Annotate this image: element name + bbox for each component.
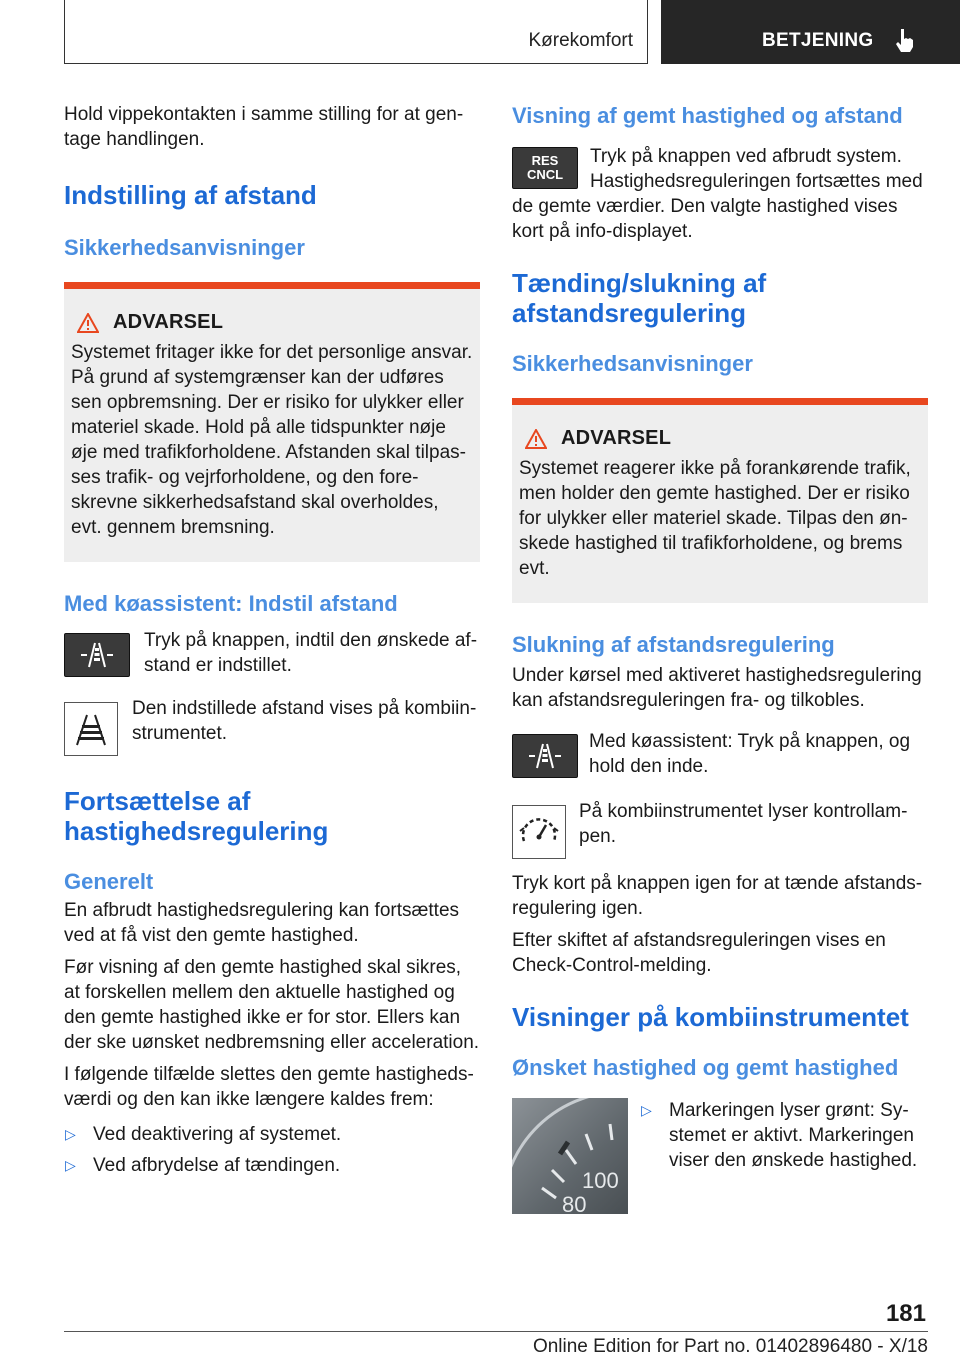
warning-label-1: ADVARSEL — [113, 311, 224, 333]
intro-text: Hold vippekontakten i samme stilling for at gen-tage handlingen. — [64, 104, 464, 150]
distance-button-icon — [64, 633, 130, 677]
list-item: ▷ Ved deaktivering af systemet. — [65, 1124, 342, 1145]
general-paragraph-2: Før visning af den gemte hastighed skal sikres, at forskellen mellem den aktuelle hastighed og den gemte hastighed ikke er for stor. Ellers kan der ske uønsket nedbremsning eller acceleration. — [64, 957, 480, 1053]
footer-edition: Online Edition for Part no. 01402896480 - X/18 — [532, 1336, 928, 1357]
right-column — [512, 102, 928, 1214]
lamp-text: På kombiinstrumentet lyser kontrollam-pen. — [579, 801, 908, 847]
list-item: ▷ Ved afbrydelse af tændingen. — [65, 1155, 341, 1176]
general-paragraph-1: En afbrudt hastighedsregulering kan fortsættes ved at få vist den gemte hastighed. — [64, 900, 460, 946]
queue-assist-text: Med køassistent: Tryk på knappen, og hold den inde. — [589, 731, 911, 777]
triangle-bullet-icon: ▷ — [65, 1126, 76, 1142]
general-paragraph-3: I følgende tilfælde slettes den gemte hastigheds-værdi og den kan ikke længere kaldes frem: — [64, 1064, 474, 1110]
heading-distance: Indstilling af afstand — [64, 180, 317, 210]
heading-safety-1: Sikkerhedsanvisninger — [64, 235, 305, 260]
distance-indicator-icon — [64, 702, 118, 756]
lamp-row — [512, 799, 928, 859]
heading-cluster-displays: Visninger på kombiinstrumentet — [512, 1002, 909, 1032]
short-press-text: Tryk kort på knappen igen for at tænde afstands-regulering igen. — [512, 873, 923, 919]
heading-on-off: Tænding/slukning af afstandsregulering — [512, 268, 767, 328]
warning-box-2 — [512, 398, 928, 603]
footer-divider — [64, 1331, 928, 1332]
header-section-title: Kørekomfort — [528, 30, 633, 51]
page-number: 181 — [885, 1300, 926, 1327]
marker-row — [512, 1098, 928, 1214]
speedometer-indicator-icon — [512, 805, 566, 859]
warning-text-2: Systemet reagerer ikke på forankørende trafik, men holder den gemte hastighed. Der er risiko for ulykker eller materiel skade. Tilpas den øn-skede hastighed til trafikforholdene, og brems evt. — [519, 458, 911, 579]
heading-queue-assist: Med køassistent: Indstil afstand — [64, 591, 398, 616]
header-section-box — [64, 0, 648, 64]
heading-desired-speed: Ønsket hastighed og gemt hastighed — [512, 1055, 899, 1080]
after-switch-text: Efter skiftet af afstandsreguleringen vises en Check-Control-melding. — [512, 930, 886, 976]
header-chapter-box — [661, 0, 960, 64]
res-row — [512, 144, 928, 244]
heading-display-saved: Visning af gemt hastighed og afstand — [512, 103, 903, 128]
warning-triangle-icon — [77, 313, 99, 333]
bullet-list — [64, 1122, 480, 1178]
res-cncl-button-icon: RES CNCL — [512, 147, 578, 189]
heading-safety-2: Sikkerhedsanvisninger — [512, 351, 753, 376]
warning-triangle-icon — [525, 429, 547, 449]
speedometer-gauge-image — [512, 1098, 628, 1214]
heading-general: Generelt — [64, 869, 154, 894]
gauge-label-100: 100 — [582, 1168, 619, 1193]
distance-shown-row — [64, 696, 480, 756]
triangle-bullet-icon: ▷ — [65, 1157, 76, 1173]
warning-box-1 — [64, 282, 480, 562]
res-text: Tryk på knappen ved afbrudt system. Hastighedsreguleringen fortsættes med de gemte værdier. Den valgte hastighed vises kort på info-displayet. — [512, 146, 923, 242]
warning-label-2: ADVARSEL — [561, 427, 672, 449]
distance-button-icon — [512, 734, 578, 778]
distance-shown-text: Den indstillede afstand vises på kombiin-strumentet. — [132, 698, 477, 744]
press-button-text: Tryk på knappen, indtil den ønskede af-stand er indstillet. — [144, 630, 478, 676]
hand-pointer-icon — [894, 27, 920, 53]
list-item: ▷ Markeringen lyser grønt: Sy-stemet er aktivt. Markeringen viser den ønskede hastighed. — [641, 1100, 918, 1171]
heading-switch-off: Slukning af afstandsregulering — [512, 632, 835, 657]
header-chapter-title: BETJENING — [762, 30, 874, 51]
left-column — [64, 102, 480, 1184]
heading-continue: Fortsættelse af hastighedsregulering — [64, 786, 329, 846]
press-button-row — [64, 628, 480, 678]
footer-text — [64, 1336, 928, 1358]
gauge-label-80: 80 — [562, 1192, 587, 1214]
triangle-bullet-icon: ▷ — [641, 1102, 652, 1118]
marker-list — [640, 1098, 928, 1179]
warning-text-1: Systemet fritager ikke for det personlige ansvar. På grund af systemgrænser kan der udføres sen opbremsning. Der er risiko for ulykker eller materiel skade. Hold på alle tidspunkter nøje øje med trafikforholdene. Afstanden skal tilpas-ses trafik- og vejrforholdene, og den fore-skrevne sikkerhedsafstand skal overholdes, evt. gennem bremsning. — [71, 342, 473, 538]
queue-assist-row — [512, 729, 928, 779]
switch-off-paragraph: Under kørsel med aktiveret hastighedsregulering kan afstandsreguleringen fra- og tilkobles. — [512, 665, 922, 711]
